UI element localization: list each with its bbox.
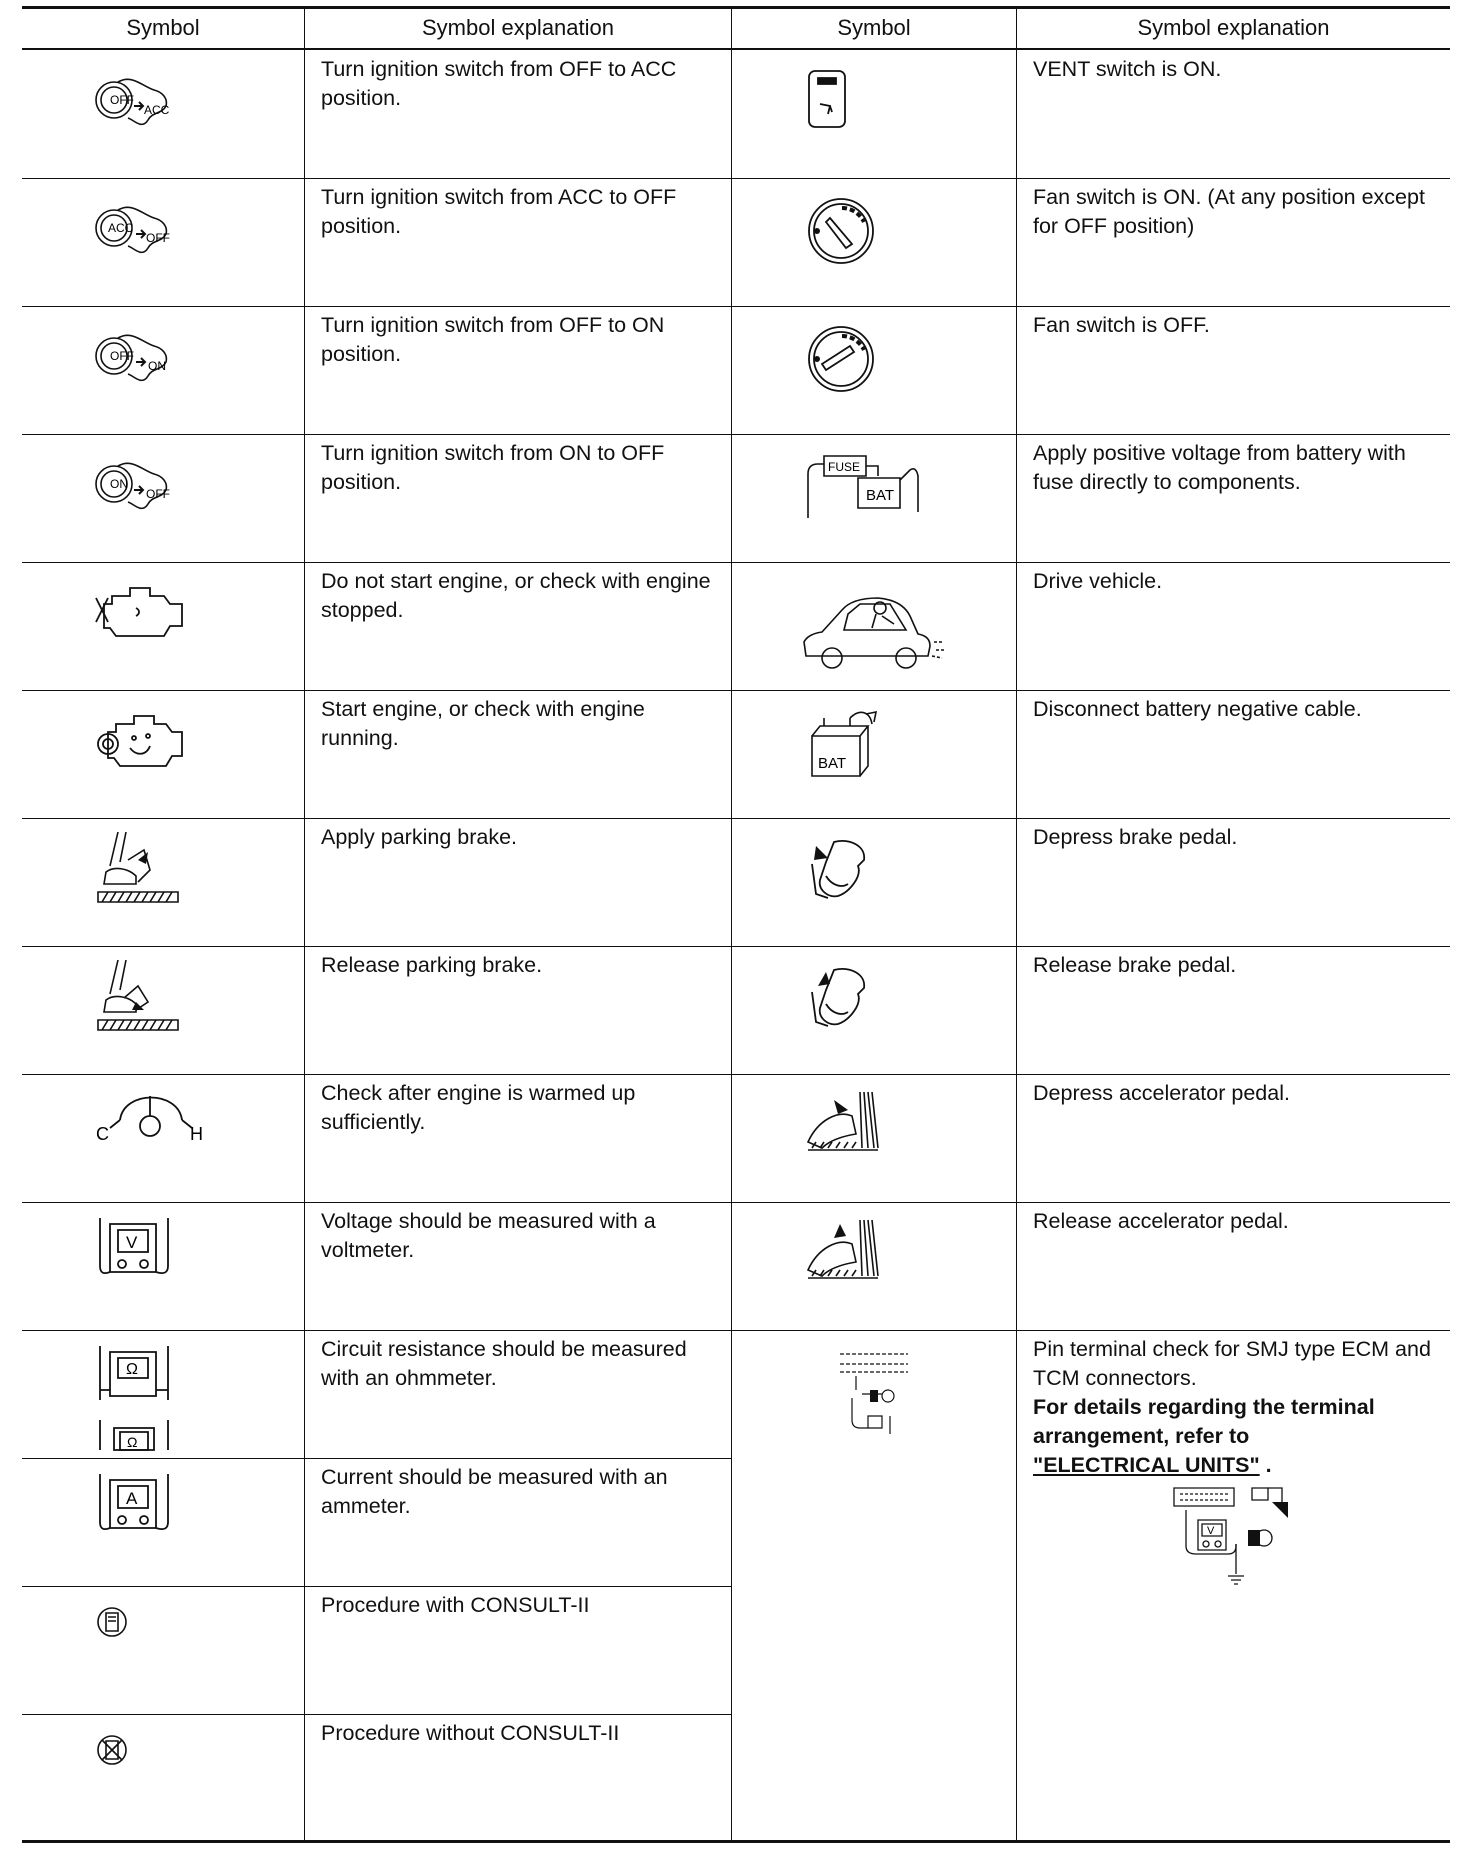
header-symbol-left: Symbol [126, 15, 200, 40]
row-divider [22, 562, 1450, 563]
row-divider [22, 178, 1450, 179]
explanation-depress-brake: Depress brake pedal. [1033, 825, 1238, 849]
row-divider [22, 690, 1450, 691]
explanation-voltmeter: Voltage should be measured with a voltmeter. [321, 1209, 656, 1262]
battery-label: BAT [866, 487, 895, 504]
pin-terminal-voltmeter-diagram [1172, 1484, 1292, 1592]
ignition-on-to-off-icon [92, 446, 192, 522]
explanation-fan-switch-off: Fan switch is OFF. [1033, 313, 1210, 337]
column-divider-2 [731, 6, 732, 1842]
release-brake-pedal-icon [806, 964, 876, 1030]
explanation-vent-switch: VENT switch is ON. [1033, 57, 1222, 81]
header-rule [22, 48, 1450, 50]
ignition-to-label: ON [148, 359, 166, 373]
electrical-units-link[interactable]: "ELECTRICAL UNITS" [1033, 1453, 1260, 1477]
explanation-without-consult-ii: Procedure without CONSULT-II [321, 1721, 620, 1745]
release-parking-brake-icon [94, 958, 184, 1040]
top-rule [22, 6, 1450, 9]
header-explanation-right: Symbol explanation [1137, 15, 1330, 40]
engine-stopped-icon [94, 578, 190, 648]
header-explanation-left: Symbol explanation [421, 15, 614, 40]
voltmeter-icon [96, 1216, 172, 1284]
pin-terminal-text: Pin terminal check for SMJ type ECM and TCM connectors. [1033, 1337, 1431, 1390]
row-divider [22, 434, 1450, 435]
row-divider [22, 306, 1450, 307]
row-divider [22, 818, 1450, 819]
explanation-fan-switch-on: Fan switch is ON. (At any position except for OFF position) [1033, 185, 1425, 238]
explanation-ohmmeter: Circuit resistance should be measured with an ohmmeter. [321, 1337, 687, 1390]
ignition-from-label: OFF [110, 349, 134, 363]
explanation-disconnect-battery: Disconnect battery negative cable. [1033, 697, 1362, 721]
vent-switch-icon [806, 68, 848, 130]
ignition-to-label: ACC [144, 103, 170, 117]
ignition-from-label: OFF [110, 93, 134, 107]
release-accelerator-icon [804, 1218, 880, 1280]
explanation-depress-accelerator: Depress accelerator pedal. [1033, 1081, 1290, 1105]
header-symbol-right: Symbol [837, 15, 911, 40]
volt-label: V [126, 1233, 138, 1252]
volt-label: V [1207, 1525, 1215, 1537]
row-divider [22, 1714, 732, 1715]
pin-terminal-check-icon [838, 1350, 914, 1450]
without-consult-ii-icon [96, 1734, 128, 1766]
ignition-to-label: OFF [146, 487, 170, 501]
depress-accelerator-icon [804, 1090, 880, 1152]
explanation-engine-stopped: Do not start engine, or check with engine stopped. [321, 569, 711, 622]
explanation-release-accelerator: Release accelerator pedal. [1033, 1209, 1289, 1233]
ignition-to-label: OFF [146, 231, 170, 245]
ignition-from-label: ON [110, 477, 128, 491]
explanation-apply-parking-brake: Apply parking brake. [321, 825, 517, 849]
row-divider [22, 1074, 1450, 1075]
battery-label: BAT [818, 755, 847, 772]
explanation-engine-running: Start engine, or check with engine running. [321, 697, 645, 750]
bottom-rule [22, 1840, 1450, 1843]
amp-label: A [126, 1489, 138, 1508]
ohm-label: Ω [127, 1434, 138, 1450]
row-divider [22, 1586, 732, 1587]
pin-terminal-bold-text: For details regarding the terminal arrangement, refer to [1033, 1395, 1375, 1448]
explanation-release-parking-brake: Release parking brake. [321, 953, 543, 977]
row-divider [22, 946, 1450, 947]
pin-terminal-suffix: . [1265, 1453, 1272, 1477]
battery-fuse-icon [806, 450, 924, 520]
explanation-engine-warmed-up: Check after engine is warmed up sufficiently. [321, 1081, 636, 1134]
cold-label: C [96, 1124, 109, 1144]
ignition-from-label: ACC [108, 221, 134, 235]
explanation-release-brake: Release brake pedal. [1033, 953, 1237, 977]
drive-vehicle-icon [798, 586, 948, 676]
ignition-acc-to-off-icon [92, 190, 192, 266]
column-divider-1 [304, 6, 305, 1842]
explanation-drive-vehicle: Drive vehicle. [1033, 569, 1163, 593]
explanation-ignition-off-to-acc: Turn ignition switch from OFF to ACC position. [321, 57, 677, 110]
ammeter-icon [96, 1472, 172, 1540]
depress-brake-pedal-icon [806, 836, 876, 902]
row-divider [22, 1458, 732, 1459]
ohm-label: Ω [126, 1361, 138, 1378]
fuse-label: FUSE [828, 460, 861, 474]
explanation-ignition-acc-to-off: Turn ignition switch from ACC to OFF position. [321, 185, 677, 238]
consult-ii-icon [96, 1606, 128, 1638]
engine-running-icon [94, 704, 190, 780]
explanation-battery-fuse: Apply positive voltage from battery with fuse directly to components. [1033, 441, 1406, 494]
temperature-gauge-icon [96, 1090, 206, 1146]
hot-label: H [190, 1124, 203, 1144]
explanation-ammeter: Current should be measured with an ammeter. [321, 1465, 668, 1518]
ignition-off-to-on-icon [92, 318, 192, 394]
column-divider-3 [1016, 6, 1017, 1842]
apply-parking-brake-icon [94, 830, 184, 912]
explanation-pin-terminal-check [1033, 1335, 1445, 1480]
fan-switch-on-icon [806, 196, 876, 266]
fan-switch-off-icon [806, 324, 876, 394]
ohmmeter-icon [96, 1344, 172, 1454]
disconnect-battery-icon [806, 708, 884, 782]
explanation-ignition-on-to-off: Turn ignition switch from ON to OFF position. [321, 441, 665, 494]
row-divider [22, 1202, 1450, 1203]
ignition-off-to-acc-icon [92, 62, 192, 138]
row-divider [22, 1330, 1450, 1331]
explanation-consult-ii: Procedure with CONSULT-II [321, 1593, 590, 1617]
explanation-ignition-off-to-on: Turn ignition switch from OFF to ON position. [321, 313, 665, 366]
